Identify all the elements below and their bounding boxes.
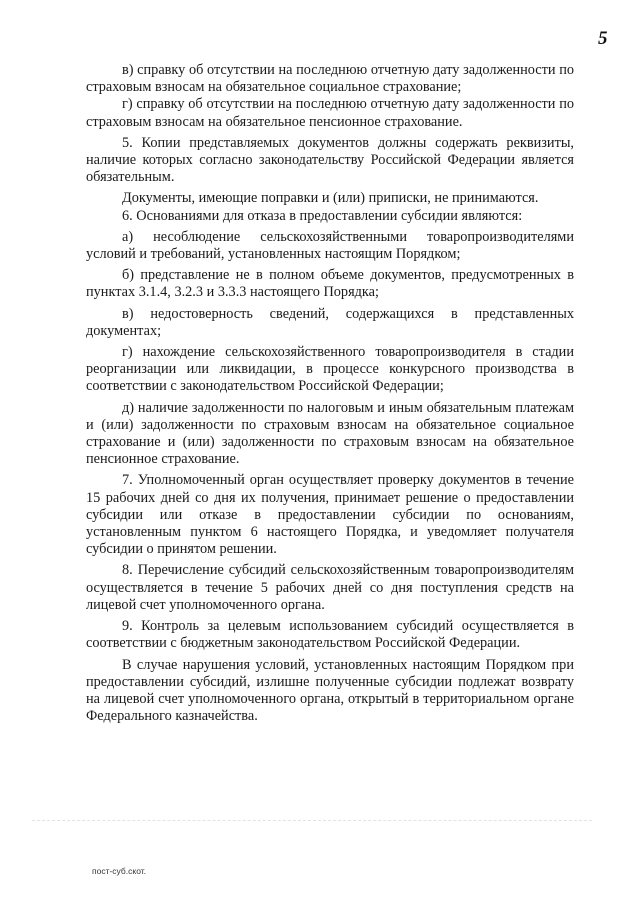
paragraph-v: в) справку об отсутствии на последнюю отчетную дату задолженности по страховым взносам на обязательное социальное страхование; (86, 62, 574, 96)
scan-artifact-line (32, 820, 592, 827)
paragraph-8-number: 8. (122, 562, 133, 579)
document-body (86, 62, 574, 725)
paragraph-7: 7. Уполномоченный орган осуществляет проверку документов в течение 15 рабочих дней со дня их получения, принимает решение о предоставлении субсидии или отказе в предоставлении субсидии по основаниям, установленным пунктом 6 настоящего Порядка, и уведомляет получателя субсидии о принятом решении. (86, 472, 574, 558)
paragraph-6b: б) представление не в полном объеме документов, предусмотренных в пунктах 3.1.4, 3.2.3 и 3.3.3 настоящего Порядка; (86, 267, 574, 301)
paragraph-8 (86, 562, 574, 614)
page-number: 5 (598, 28, 608, 49)
paragraph-6: 6. Основаниями для отказа в предоставлении субсидии являются: (122, 207, 523, 224)
paragraph-6v: в) недостоверность сведений, содержащихся в представленных документах; (86, 305, 574, 339)
paragraph-10: В случае нарушения условий, установленных настоящим Порядком при предоставлении субсидий, излишне полученные субсидии подлежат возврату на лицевой счет уполномоченного органа, открытый в территориальном органе Федерального казначейства. (86, 656, 574, 725)
paragraph-6a: а) несоблюдение сельскохозяйственными товаропроизводителями условий и требований, установленных настоящим Порядком; (86, 228, 574, 263)
paragraph-g: г) справку об отсутствии на последнюю отчетную дату задолженности по страховым взносам на обязательное пенсионное страхование. (86, 96, 574, 130)
paragraph-8-text: Перечисление субсидий сельскохозяйственным товаропроизводителям осуществляется в течение 5 рабочих дней со дня поступления средств на лицевой счет уполномоченного органа. (86, 562, 575, 613)
paragraph-documents-note: Документы, имеющие поправки и (или) приписки, не принимаются. (122, 190, 539, 207)
paragraph-9: 9. Контроль за целевым использованием субсидий осуществляется в соответствии с бюджетным законодательством Российской Федерации. (86, 618, 574, 652)
paragraph-6g: г) нахождение сельскохозяйственного товаропроизводителя в стадии реорганизации или ликвидации, в процессе конкурсного производства в соответствии с законодательством Российской Федерации; (86, 344, 574, 395)
footer-filename: пост-суб.скот. (92, 866, 147, 876)
paragraph-5: 5. Копии представляемых документов должны содержать реквизиты, наличие которых согласно законодательству Российской Федерации является обязательным. (86, 134, 574, 186)
paragraph-6d: д) наличие задолженности по налоговым и иным обязательным платежам и (или) задолженности по страховым взносам на обязательное социальное страхование и (или) задолженности по страховым взносам на обязательное пенсионное страхование. (86, 399, 574, 468)
